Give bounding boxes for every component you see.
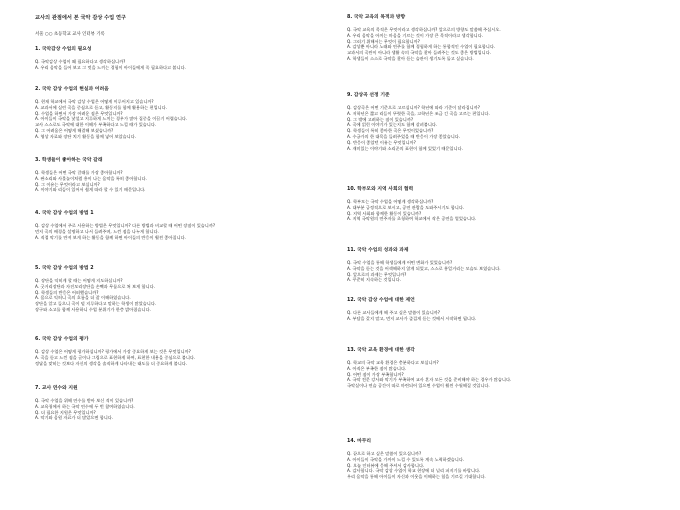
qa-line: 우리 음악을 통해 아이들이 자신과 이웃을 이해하는 힘을 기르길 기대합니다.: [347, 474, 486, 480]
qa-line: A. 아직은 부족한 점이 많습니다.: [347, 365, 407, 371]
document-meta: 서울 ○○ 초등학교 교사 인터뷰 기록: [35, 32, 105, 37]
qa-line: A. 직접 악기를 만져 보게 하는 활동을 함께 하면 아이들의 반응이 훨씬 좋아집니다.: [35, 234, 186, 240]
qa-line: A. 국악을 듣는 것을 어색해하지 않게 되었고, 스스로 흥얼거리는 모습도 보였습니다.: [347, 265, 501, 271]
section: [347, 297, 647, 322]
document-title: 교사의 관점에서 본 국악 감상 수업 연구: [35, 15, 127, 21]
qa-line: A. 아이들이 국악을 낯설고 지루하게 느끼는 경우가 많아 집중을 이끌기 어렵습니다.: [35, 116, 188, 122]
section-heading: 12. 국악 감상 수업에 대한 제언: [347, 298, 415, 303]
qa-line: A. 수궁가의 한 대목을 들려주었을 때 반응이 가장 좋았습니다.: [347, 133, 461, 139]
qa-line: A. 국악 전문 강사와 악기가 부족하여 교사 혼자 모든 것을 준비해야 하는 경우가 많습니다.: [347, 377, 512, 383]
qa-line: A. 이야기와 리듬이 있어서 쉽게 따라 할 수 있기 때문입니다.: [35, 187, 146, 193]
qa-line: Q. 반응이 좋았던 이유는 무엇입니까?: [347, 139, 416, 145]
section: [35, 210, 335, 240]
section: [347, 14, 647, 62]
section: [347, 347, 647, 389]
section: [35, 265, 335, 313]
qa-line: Q. 수업을 하면서 가장 어려운 점은 무엇입니까?: [35, 110, 123, 116]
section: [35, 157, 335, 193]
qa-line: Q. 장단을 익히게 할 때는 어떻게 지도하십니까?: [35, 278, 123, 283]
section-heading: 7. 교사 연수와 지원: [35, 386, 78, 391]
section: [347, 186, 647, 222]
section: [347, 247, 647, 283]
qa-line: A. 저학년은 짧고 리듬이 뚜렷한 곡을, 고학년은 조금 긴 곡을 고르는 편입니다.: [347, 110, 490, 116]
section: [35, 46, 335, 71]
qa-line: Q. 학생들이 특히 좋아한 곡은 무엇이었습니까?: [347, 128, 434, 134]
qa-line: Q. 더 필요한 지원은 무엇입니까?: [35, 409, 96, 415]
section-heading: 3. 학생들이 좋아하는 국악 갈래: [35, 158, 103, 163]
qa-line: A. 굿거리장단과 자진모리장단을 손뼉과 무릎으로 쳐 보게 합니다.: [35, 283, 155, 289]
qa-line: Q. 다른 교사들에게 해 주고 싶은 말씀이 있습니까?: [347, 310, 441, 315]
qa-line: A. 아이들이 국악을 가까이 느낄 수 있도록 계속 노력하겠습니다.: [347, 456, 465, 462]
qa-line: Q. 국악 수업을 위해 연수를 받아 보신 적이 있습니까?: [35, 398, 134, 403]
qa-line: 장구와 소고를 함께 사용하니 수업 분위기가 한층 밝아졌습니다.: [35, 306, 151, 312]
section: [347, 438, 647, 480]
section-heading: 11. 국악 수업의 성과와 과제: [347, 248, 409, 253]
section: [35, 385, 335, 421]
qa-line: A. 곡에 얽힌 이야기가 있는지도 함께 살펴봅니다.: [347, 122, 438, 128]
section-heading: 13. 국악 교육 환경에 대한 생각: [347, 348, 415, 353]
section: [35, 336, 335, 366]
qa-line: Q. 학교의 국악 교육 환경은 충분하다고 보십니까?: [347, 360, 439, 365]
qa-line: Q. 학부모는 국악 수업을 어떻게 생각하십니까?: [347, 199, 434, 204]
qa-line: A. 영상 자료와 장단 치기 활동을 함께 넣어 보았습니다.: [35, 133, 137, 139]
qa-line: A. 우리 음악을 들어 보고 그 멋을 느끼는 경험이 아이들에게 꼭 필요하다고 봅니다.: [35, 64, 186, 70]
qa-line: A. 지역 국악원의 연주자를 초청하여 학교에서 작은 공연을 열었습니다.: [347, 216, 477, 222]
qa-line: A. 학생들이 스스로 국악을 찾아 듣는 습관이 생기도록 돕고 싶습니다.: [347, 55, 474, 61]
qa-line: A. 교과서에 실린 곡을 중심으로 듣고, 활동지를 함께 활용하는 편입니다.: [35, 104, 168, 110]
qa-line: Q. 그 어려움은 어떻게 해결해 보셨습니까?: [35, 127, 114, 133]
qa-line: 국악실이나 연습 공간이 따로 마련되어 있으면 수업이 훨씬 수월해질 것입니다.: [347, 383, 490, 389]
qa-line: A. 몸으로 익히니 곡의 흐름을 더 잘 이해하였습니다.: [35, 295, 131, 301]
qa-line: Q. 국악 교육의 목적은 무엇이라고 생각하십니까? 앞으로의 방향도 말씀해 주십시오.: [347, 27, 501, 32]
section-heading: 14. 마무리: [347, 439, 372, 444]
qa-line: Q. 감상 수업은 어떻게 평가하십니까? 평가에서 가장 중요하게 보는 것은 무엇입니까?: [35, 349, 191, 354]
qa-line: 교사 스스로도 국악에 대한 이해가 부족하다고 느낄 때가 있습니다.: [35, 122, 157, 128]
section: [347, 92, 647, 151]
qa-line: A. 감사합니다. 국악 감상 수업이 학교 현장에 더 널리 퍼지기를 바랍니다.: [347, 468, 481, 474]
qa-line: A. 부담을 갖지 말고, 먼저 교사가 즐겁게 듣는 것에서 시작하면 됩니다.: [347, 315, 477, 321]
qa-line: A. 재미있는 이야기와 소리꾼의 표현이 함께 있었기 때문입니다.: [347, 145, 463, 151]
section-heading: 9. 감상곡 선정 기준: [347, 93, 390, 98]
qa-line: Q. 학생들의 반응은 어떠했습니까?: [35, 289, 99, 295]
qa-line: A. 우리 음악을 아끼는 마음을 기르는 것이 가장 큰 목적이라고 생각합니다.: [347, 32, 484, 38]
qa-line: A. 악기와 음원 자료가 더 많았으면 합니다.: [35, 415, 114, 421]
section-heading: 4. 국악 감상 수업의 방법 1: [35, 211, 94, 216]
qa-line: Q. 학생들은 어떤 국악 갈래를 가장 좋아합니까?: [35, 170, 123, 175]
qa-line: Q. 지역 사회와 함께한 활동이 있습니까?: [347, 210, 422, 216]
section-heading: 2. 국악 감상 수업의 현실과 어려움: [35, 87, 109, 92]
section-heading: 1. 국악감상 수업의 필요성: [35, 47, 92, 52]
qa-line: A. 꾸준히 지속하는 것입니다.: [347, 277, 401, 283]
section: [35, 86, 335, 140]
qa-line: A. 판소리와 사물놀이처럼 흥이 나는 음악을 특히 좋아합니다.: [35, 175, 147, 181]
qa-line: Q. 끝으로 하고 싶은 말씀이 있으십니까?: [347, 451, 422, 456]
qa-line: Q. 그 이유는 무엇이라고 보십니까?: [35, 181, 100, 187]
section-heading: 10. 학부모와 지역 사회의 협력: [347, 187, 414, 192]
qa-line: A. 교육청에서 하는 국악 연수에 두 번 참여하였습니다.: [35, 403, 135, 409]
qa-line: A. 대부분 긍정적으로 보시고, 공연 관람을 도와주시기도 합니다.: [347, 204, 465, 210]
qa-line: Q. 그러기 위해서는 무엇이 필요합니까?: [347, 38, 420, 44]
section-heading: 5. 국악 감상 수업의 방법 2: [35, 266, 94, 271]
qa-line: A. 곡을 듣고 느낀 점을 글이나 그림으로 표현하게 하여, 표현한 내용을 중심으로 봅니다.: [35, 354, 196, 360]
qa-line: Q. 국악 수업을 통해 학생들에게 어떤 변화가 있었습니까?: [347, 260, 453, 265]
qa-line: Q. 감상 수업에서 주로 사용하는 방법은 무엇입니까? 다른 방법과 비교할 때 어떤 장점이 있습니까?: [35, 223, 216, 228]
qa-line: 먼저 곡의 배경을 설명하고 나서 들려주며, 느낀 점을 나누게 합니다.: [35, 228, 159, 234]
qa-line: Q. 국악감상 수업이 왜 필요하다고 생각하십니까?: [35, 59, 126, 64]
qa-line: Q. 감상곡은 어떤 기준으로 고르십니까? 학년에 따라 기준이 달라집니까?: [347, 105, 480, 110]
qa-line: A. 감상뿐 아니라 노래와 연주를 함께 경험하게 하는 통합적인 수업이 필요합니다.: [347, 44, 496, 50]
left-column: [35, 0, 335, 421]
qa-line: Q. 그 밖에 고려하는 점이 있습니까?: [347, 116, 414, 122]
qa-line: 교과서의 곡만이 아니라 생활 속의 국악을 찾아 들려주는 것도 좋은 방법입니다.: [347, 50, 492, 56]
section-heading: 6. 국악 감상 수업의 평가: [35, 337, 89, 342]
section-heading: 8. 국악 교육의 목적과 방향: [347, 15, 406, 20]
qa-line: Q. 오늘 인터뷰에 응해 주셔서 감사합니다.: [347, 462, 425, 468]
qa-line: 장단을 알고 들으니 곡이 덜 지루하다고 말하는 학생이 많았습니다.: [35, 301, 157, 307]
qa-line: Q. 앞으로의 과제는 무엇입니까?: [347, 271, 407, 277]
qa-line: Q. 현재 학교에서 국악 감상 수업은 어떻게 이루어지고 있습니까?: [35, 99, 154, 104]
qa-line: Q. 어떤 점이 가장 부족합니까?: [347, 371, 404, 377]
qa-line: 정답을 맞히는 것보다 자신의 생각을 솔직하게 나타내는 태도를 더 중요하게 봅니다.: [35, 360, 188, 366]
